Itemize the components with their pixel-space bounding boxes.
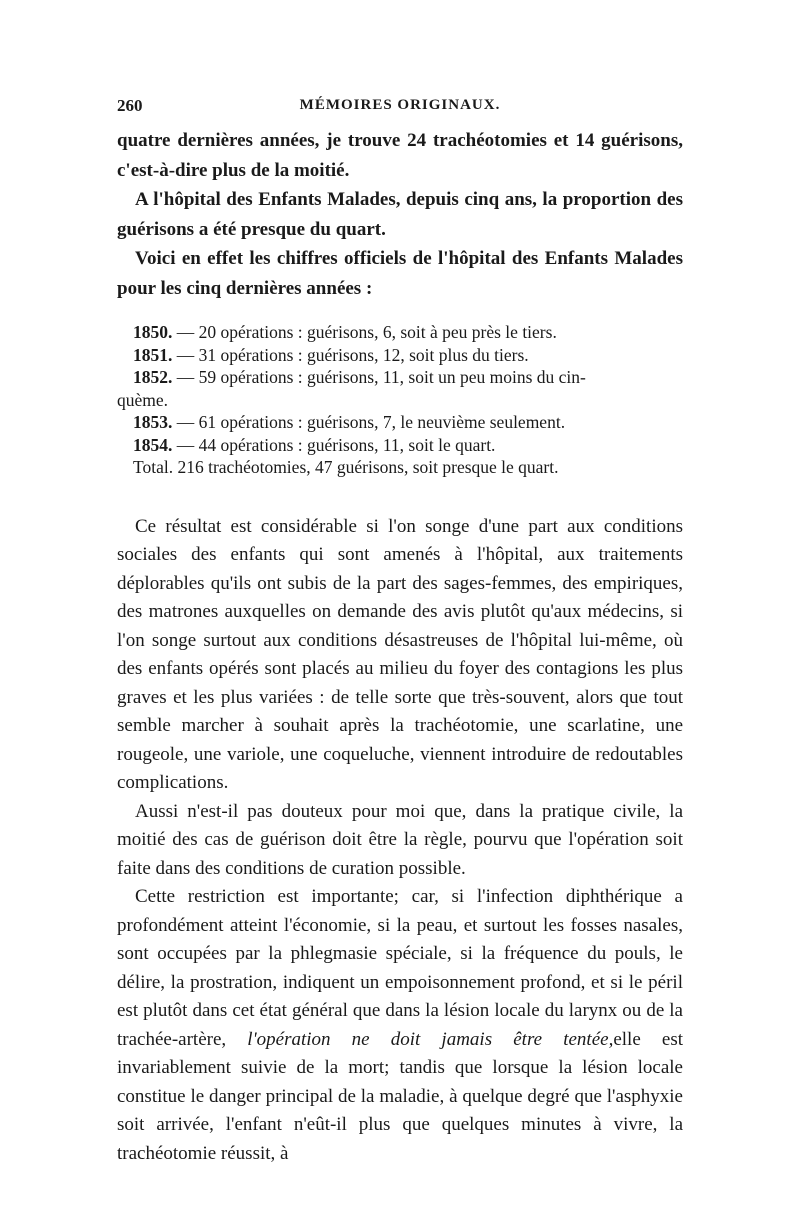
table-row: 1851. — 31 opérations : guérisons, 12, soit plus du tiers. [133, 344, 529, 365]
paragraph-6: Cette restriction est importante; car, si l'infection diphthérique a profondément atteint l'économie, si la peau, et surtout les fosses nasales, sont occupées par la phlegmasie spéciale, si la fréquence du pouls, le délire, la prostration, indiquent un empoisonnement profond, et si le péril est plutôt dans cet état général que dans la lésion locale du larynx ou de la trachée-artère, l'opération ne doit jamais être tentée,elle est invariablement suivie de la mort; tandis que lorsque la lésion locale constitue le danger principal de la maladie, à quelque degré que l'asphyxie soit arrivée, l'enfant n'eût-il plus que quelques minutes à vivre, la trachéotomie réussit, à [117, 886, 683, 1164]
emphasis-text: l'opération ne doit jamais être tentée, [247, 1028, 614, 1050]
paragraph-5: Aussi n'est-il pas douteux pour moi que, dans la pratique civile, la moitié des cas de guérison doit être la règle, pourvu que l'opération soit faite dans des conditions de curation possible. [117, 800, 683, 879]
page-number: 260 [117, 96, 143, 115]
table-row: 1852. — 59 opérations : guérisons, 11, soit un peu moins du cin- [133, 367, 586, 387]
table-row: 1854. — 44 opérations : guérisons, 11, soit le quart. [133, 434, 496, 455]
book-page [117, 96, 683, 1168]
table-row: 1850. — 20 opérations : guérisons, 6, soit à peu près le tiers. [133, 322, 557, 342]
paragraph-intro-2: A l'hôpital des Enfants Malades, depuis cinq ans, la proportion des guérisons a été presque du quart. [117, 189, 683, 240]
paragraph-intro-1: quatre dernières années, je trouve 24 trachéotomies et 14 guérisons, c'est-à-dire plus de la moitié. [117, 130, 683, 181]
paragraph-4: Ce résultat est considérable si l'on songe d'une part aux conditions sociales des enfants qui sont amenés à l'hôpital, aux traitements déplorables qu'ils ont subis de la part des sages-femmes, des empiriques, des matrones auxquelles on demande des avis plutôt qu'aux médecins, si l'on songe surtout aux conditions désastreuses de l'hôpital lui-même, où des enfants opérés sont placés au milieu du foyer des contagions les plus graves et les plus variées : de telle sorte que très-souvent, alors que tout semble marcher à souhait après la trachéotomie, une scarlatine, une rougeole, une variole, une coqueluche, viennent introduire de redoutables complications. [117, 515, 683, 793]
table-row: 1853. — 61 opérations : guérisons, 7, le neuvième seulement. [133, 412, 566, 432]
statistics-table [117, 321, 683, 479]
page-header [117, 96, 683, 126]
body-text [117, 513, 683, 1169]
table-row: quème. [117, 389, 169, 410]
paragraph-intro-3: Voici en effet les chiffres officiels de l'hôpital des Enfants Malades pour les cinq dernières années : [117, 248, 683, 299]
table-row-total: Total. 216 trachéotomies, 47 guérisons, soit presque le quart. [133, 457, 559, 477]
running-title: MÉMOIRES ORIGINAUX. [299, 97, 501, 113]
